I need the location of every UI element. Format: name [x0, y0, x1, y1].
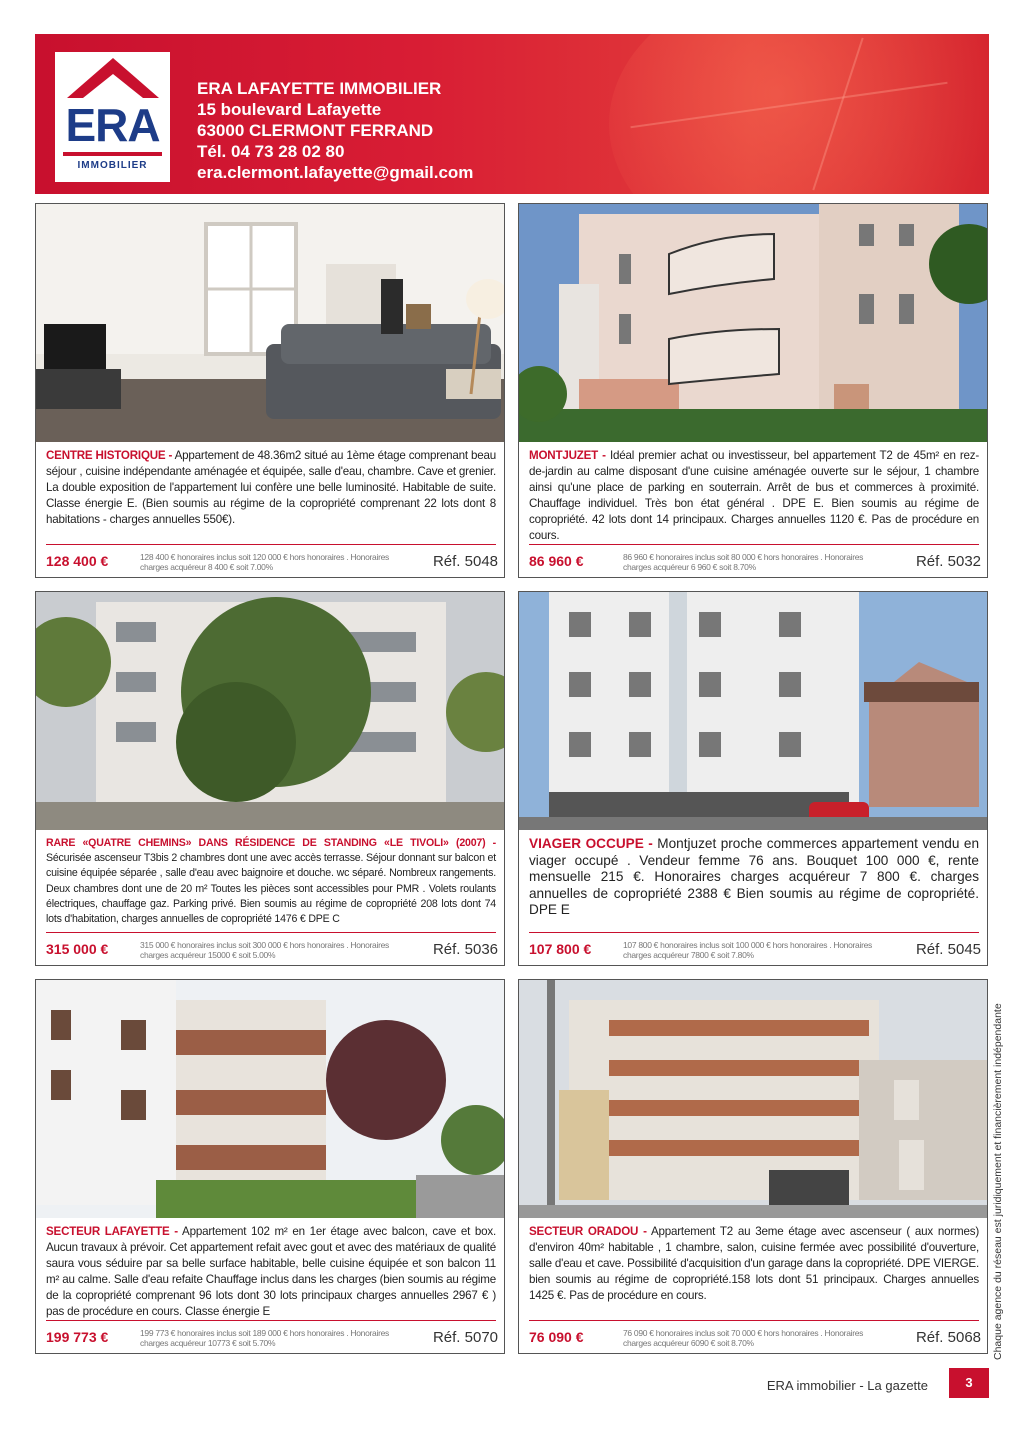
side-legal-note: Chaque agence du réseau est juridiquement et financièrement indépendante: [992, 1003, 1004, 1360]
listing-reference: Réf. 5032: [915, 553, 981, 570]
listing-card[interactable]: [518, 979, 988, 1354]
listing-card[interactable]: [518, 203, 988, 578]
listing-description: SECTEUR LAFAYETTE - Appartement 102 m² en 1er étage avec balcon, cave et box. Aucun travaux à prévoir. Cet appartement refait avec gout et avec des matériaux de qualité saura vous séduire par sa belle surface habitable, belle cuisine équipée et son balcon 11 m² au calme. Salle d'eau refaite Chauffage inclus dans les charges (bien soumis au régime de la copropriété comprenant 96 lots dont 30 lots principaux charges annuelles 2967 € ) pas de procédure en cours. Classe énergie E: [46, 1225, 496, 1318]
listing-card[interactable]: [35, 979, 505, 1354]
listing-fees: 76 090 € honoraires inclus soit 70 000 € hors honoraires . Honoraires charges acquéreur 6090 € soit 8.70%: [623, 1328, 864, 1348]
footer-publication: ERA immobilier - La gazette: [766, 1378, 928, 1393]
logo-subtext: IMMOBILIER: [77, 160, 148, 171]
listing-description: MONTJUZET - Idéal premier achat ou investisseur, bel appartement T2 de 45m² en rez-de-jardin au calme disposant d'une cuisine aménagée ouverte sur le séjour, 1 chambre ainsi qu'une place de parking en souterrain. Arrêt de bus et commerces à proximité. Chauffage individuel. Très bon état général . DPE E. Bien soumis au régime de copropriété. 42 lots dont 14 principaux. Charges annuelles 1120 €. Pas de procédure en cours.: [529, 449, 979, 542]
listing-reference: Réf. 5048: [432, 553, 498, 570]
listing-tag: SECTEUR ORADOU -: [529, 1225, 647, 1238]
listing-photo-street-building: [519, 980, 987, 1218]
listing-fees: 315 000 € honoraires inclus soit 300 000 € hors honoraires . Honoraires charges acquéreur 15000 € soit 5.00%: [140, 940, 389, 960]
page-number: 3: [949, 1368, 989, 1398]
agency-name: ERA LAFAYETTE IMMOBILIER: [197, 79, 442, 98]
listing-fees: 199 773 € honoraires inclus soit 189 000 € hors honoraires . Honoraires charges acquéreur 10773 € soit 5.70%: [140, 1328, 389, 1348]
agency-phone: Tél. 04 73 28 02 80: [197, 142, 345, 161]
agency-email: era.clermont.lafayette@gmail.com: [197, 163, 474, 182]
listing-description: SECTEUR ORADOU - Appartement T2 au 3eme étage avec ascenseur ( aux normes) d'environ 40m² habitable , 1 chambre, salon, cuisine fermée avec possibilité d'ouverture, salle d'eau et cave. Possibilité d'acquisition d'un garage dans la copropriété. DPE VIERGE. bien soumis au régime de copropriété.158 lots dont 51 principaux. Charges annuelles 1425 €. Pas de procédure en cours.: [529, 1225, 979, 1302]
listing-description: RARE «QUATRE CHEMINS» DANS RÉSIDENCE DE STANDING «LE TIVOLI» (2007) - Sécurisée ascenseur T3bis 2 chambres dont une avec accès terrasse. Séjour donnant sur balcon et cuisine équipée séparée , salle d'eau avec baignoire et douche. wc séparé. Nombreux rangements. Deux chambres dont une de 20 m² Toutes les pièces sont accessibles pour PMR . Volets roulants électriques, chauffage gaz. Parking privé. Bien soumis au régime de copropriété 208 lots dont 74 lots d'habitation, charges annuelles de copropriété 1476 € DPE C: [46, 837, 496, 926]
agency-contact: [197, 78, 473, 183]
listing-tag: VIAGER OCCUPE -: [529, 836, 653, 851]
listing-price: 315 000 €: [46, 941, 109, 957]
listing-photo-apartment-block: [36, 980, 504, 1218]
era-logo: [55, 52, 170, 182]
listing-description: VIAGER OCCUPE - Montjuzet proche commerces appartement vendu en viager occupé . Vendeur femme 76 ans. Bouquet 100 000 €, rente mensuelle 215 €. Honoraires charges acquéreur 7 800 €. charges annuelles de copropriété 2388 € Bien soumis au régime de copropriété. DPE E: [529, 836, 979, 917]
listing-tag: SECTEUR LAFAYETTE -: [46, 1225, 178, 1238]
agency-address-line1: 15 boulevard Lafayette: [197, 100, 382, 119]
listing-reference: Réf. 5036: [432, 941, 498, 958]
agency-address-line2: 63000 CLERMONT FERRAND: [197, 121, 434, 140]
header-map-decoration: [609, 34, 989, 194]
listing-price: 128 400 €: [46, 553, 109, 569]
listing-reference: Réf. 5045: [915, 941, 981, 958]
listing-price: 86 960 €: [529, 553, 584, 569]
listing-card[interactable]: [35, 203, 505, 578]
listing-photo-residence: [36, 592, 504, 830]
listing-card[interactable]: [518, 591, 988, 966]
listing-fees: 86 960 € honoraires inclus soit 80 000 € hors honoraires . Honoraires charges acquéreur 6 960 € soit 8.70%: [623, 552, 864, 572]
listing-photo-tower: [519, 592, 987, 830]
listing-price: 199 773 €: [46, 1329, 109, 1345]
agency-header: [35, 34, 989, 194]
listing-description: CENTRE HISTORIQUE - Appartement de 48.36m2 situé au 1ème étage comprenant beau séjour , cuisine indépendante aménagée et équipée, salle d'eau, chambre. Cave et grenier. La double exposition de l'appartement lui confère une belle luminosité. Habitable de suite. Classe énergie E. (Bien soumis au régime de la copropriété comprenant 22 lots dont 8 habitations - charges annuelles 550€).: [46, 449, 496, 526]
listing-reference: Réf. 5068: [915, 1329, 981, 1346]
logo-text: ERA: [65, 99, 160, 151]
listing-fees: 128 400 € honoraires inclus soit 120 000 € hors honoraires . Honoraires charges acquéreur 8 400 € soit 7.00%: [140, 552, 389, 572]
listing-photo-building: [519, 204, 987, 442]
listing-price: 107 800 €: [529, 941, 592, 957]
listing-fees: 107 800 € honoraires inclus soit 100 000 € hors honoraires . Honoraires charges acquéreur 7800 € soit 7.80%: [623, 940, 872, 960]
listing-tag: RARE «QUATRE CHEMINS» DANS RÉSIDENCE DE STANDING «LE TIVOLI» (2007) -: [46, 837, 496, 849]
listing-tag: CENTRE HISTORIQUE -: [46, 449, 173, 462]
listing-reference: Réf. 5070: [432, 1329, 498, 1346]
listing-photo-living-room: [36, 204, 504, 442]
listing-tag: MONTJUZET -: [529, 449, 606, 462]
listing-price: 76 090 €: [529, 1329, 584, 1345]
listing-card[interactable]: [35, 591, 505, 966]
